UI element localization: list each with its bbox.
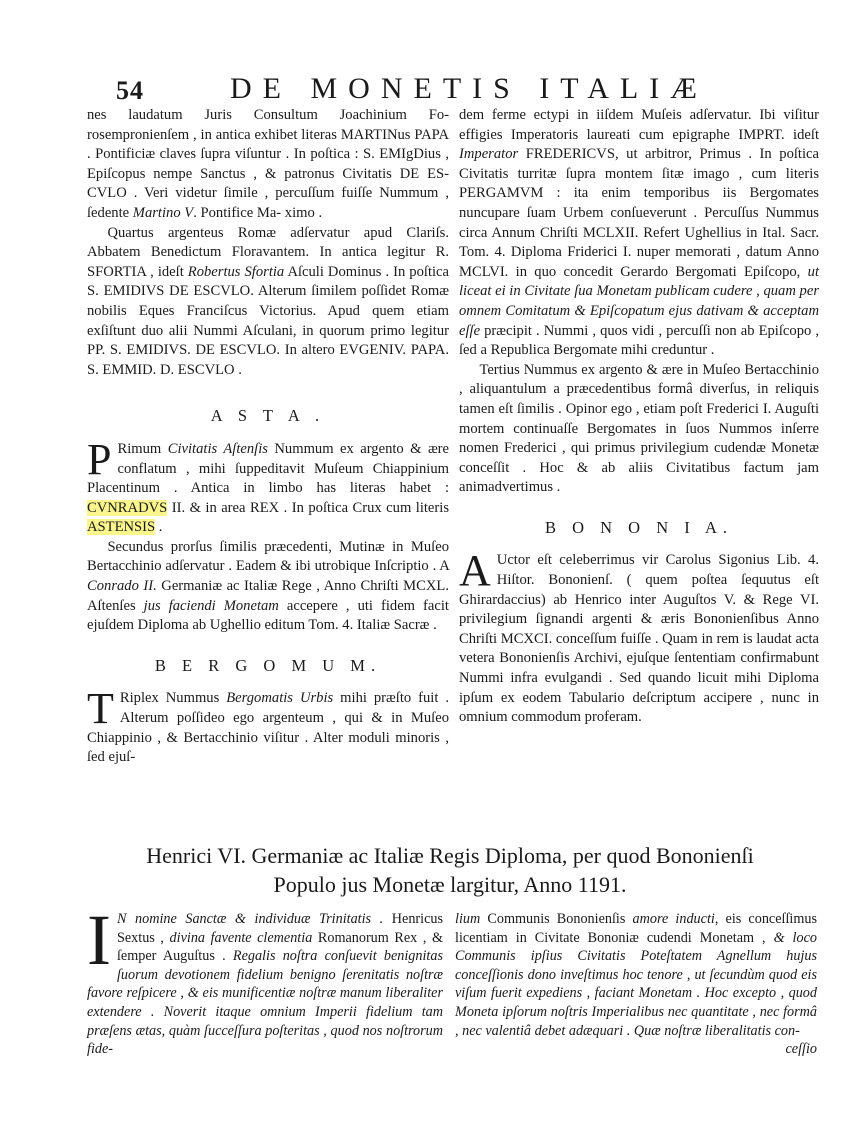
intro-paragraph <box>87 106 449 224</box>
asta-text <box>87 434 450 497</box>
left-column <box>87 106 449 768</box>
roman-run: accepere , uti fidem facit ejuſdem Diploma ab Ughellio editum Tom. 4. Italiæ Sacræ . <box>87 597 449 634</box>
drop-cap: A <box>459 546 491 596</box>
roman-run: Nummum ex argento & ære conflatum , mihi ſuppeditavit Muſeum Chiappinium Placentinum . Antica in limbo has literas habet : <box>87 440 450 497</box>
roman-run: Germaniæ ac Italiæ Rege , Anno Chriſti MCXL. Aſtenſes <box>87 578 449 614</box>
page-number: 54 <box>116 76 144 105</box>
italic-run: Bergomatis Urbis <box>226 690 334 707</box>
roman-run: ximo . <box>281 204 323 221</box>
roman-run: viſuntur . In poſtica : S. EMIgDius , Epiſcopus <box>87 146 449 182</box>
highlighted-word-cvnradvs: CVNRADVS <box>87 499 168 516</box>
roman-run: CVLO . Veri videtur ſimile , percuſſum fuiſſe <box>87 185 380 202</box>
diploma-left-text <box>87 900 443 1058</box>
roman-run: nempe Sanctus , & patronus Civitatis DE ES- <box>153 165 449 182</box>
running-title: DE MONETIS ITALIÆ <box>230 72 708 105</box>
tertius-paragraph <box>459 361 819 498</box>
bergomum-paragraph <box>87 684 449 767</box>
bononia-paragraph <box>459 546 819 727</box>
section-heading-bergomum: B E R G O M U M. <box>154 655 382 675</box>
roman-run: . Pontifice Ma- <box>193 204 282 221</box>
roman-run: Nummum , ſedente <box>87 185 450 221</box>
asta-paragraph-2 <box>87 538 449 636</box>
drop-cap: P <box>87 434 112 484</box>
roman-run: mihi præſto fuit . Alterum poſſideo ego argenteum , qui & in Muſeo Chiappinio , & Bertacchinio viſitur . Alter moduli minoris , ſed ejuſ- <box>87 690 449 766</box>
quartus-paragraph <box>87 224 449 381</box>
italic-run: Imperator <box>459 146 519 163</box>
diploma-left-paragraph <box>87 900 443 1059</box>
bergomum-continuation <box>459 106 819 361</box>
catchword: ceſſio <box>785 1041 817 1058</box>
italic-run: N nomine Sanctæ & individuæ Trinitatis . <box>116 911 392 927</box>
roman-run: FREDERICVS, ut arbitror, Primus . In poſtica Civitatis turritæ ſupra montem ſitæ imago , cum literis PERGAMVM : ita enim temporibus iis Bergomates nuncupare ſuam Urbem conſueverunt . Percuſſus Nummus circa Annum Chriſti MCLXII. Refert Ughellius in Ital. Sacr. Tom. 4. Diploma Friderici I. nuper memorati , datum Anno MCLVI. in quo concedit Gerardo Bergomati Epiſcopo, <box>459 146 819 280</box>
diploma-right-paragraph <box>455 910 817 1040</box>
diploma-left-column <box>87 900 443 1059</box>
italic-run: amore inducti <box>632 911 715 927</box>
roman-run: Aſculi Dominus . In poſtica S. EMIDIVS DE ESCVLO. Alterum ſimilem poſſidet Romæ nobilis Eques Franciſcus Victorius. Apud quem etiam exſiſtunt duo alii Nummi Aſculani, in quorum primo legitur PP. S. EMIDIVS. DE ESCVLO. In altero EVGENIV. PAPA. S. EMMID. D. ESCVLO . <box>87 263 450 378</box>
roman-run: , eis conceſſimus licentiam in Civitate Bononiæ cudendi Monetam , <box>455 911 817 946</box>
roman-run: Communis Bononienſis <box>480 911 633 927</box>
roman-run: Henricus Sextus , <box>116 911 443 946</box>
roman-run: MARTINus PAPA . Pontificiæ claves ſupra <box>87 126 449 163</box>
roman-run: Tertius Nummus ex argento & ære in Muſeo Bertacchinio , aliquantulum a præcedentibus formâ diverſus, in reliquis tamen eſt ſimilis . Opinor ego , etiam poſt Frederici I. Auguſti mortem continuaſſe Bergomates in ſuos Nummos inſerre nomen Frederici , qui primus privilegium cudendæ Monetæ conceſſit . Hoc & ab aliis Civitatibus factum jam animadvertimus . <box>459 361 819 496</box>
roman-run: dem ferme ectypi in iiſdem Muſeis adſervatur. Ibi viſitur effigies Imperatoris laureati cum epigraphe IMPRT. ideſt <box>459 107 819 143</box>
italic-run: Civitatis Aſtenſis <box>167 440 268 457</box>
section-heading-asta: A S T A . <box>210 406 326 426</box>
drop-cap: T <box>87 684 114 734</box>
roman-run: Riplex Nummus <box>119 690 227 707</box>
diploma-title <box>86 841 814 899</box>
diploma-right-column <box>455 910 817 1059</box>
roman-run: Uctor eſt celeberrimus vir Carolus Sigonius Lib. 4. Hiſtor. Bononienſ. ( quem poſtea ſequutus eſt Ghirardaccius) ab Henrico inter Auguſtos V. & Rege VI. privilegium ſignandi argenti & æris Bononienſibus Anno Chriſti MCXCI. conceſſum fuiſſe . Quam in rem is laudat acta vetera Bononienſis Archivi, ejuſque ſententiam confirmabunt Nummi infra evulgandi . Sed quando licuit mihi Diploma ipſum ex eodem Tabulario deſcriptum accipere , nunc in omnium commodum proferam. <box>459 552 819 726</box>
italic-run: divina favente clementia <box>169 929 313 946</box>
italic-run: & loco Communis ipſius Civitatis Poteſtatem Agnellum hujus conceſſionis dono inveſtimus hoc tenore , ut ſecundùm quod eis viſum fuerit expediens , faciant Monetam . Hoc excepto , quod Moneta ipſorum noſtris Imperialibus nec quantitate , nec formâ , nec valentiâ debet adæquari . Quæ noſtræ liberalitatis con- <box>455 929 817 1039</box>
roman-run: nes laudatum Juris Consultum Joachinium Fo- <box>87 107 449 123</box>
italic-run: Regalis noſtra conſuevit benignitas ſuorum devotionem fidelium benigno ſerenitatis noſtræ favore reſpicere , & eis munificentiæ noſtræ manum liberaliter extendere . Noverit itaque omnium Imperii fidelium tam præſens ætas, quàm ſucceſſura poſteritas , quod nos noſtrorum fide- <box>87 948 443 1058</box>
asta-text-b: II. & in area REX . In poſtica Crux cum literis <box>167 499 449 516</box>
roman-run: Romanorum Rex , & ſemper Auguſtus . <box>116 929 443 965</box>
drop-cap: I <box>87 900 111 980</box>
asta-paragraph-1 <box>87 434 450 538</box>
roman-run: Secundus prorſus ſimilis præcedenti, Mutinæ in Muſeo Bertacchinio adſervatur . Eadem & ibi utrobique Inſcriptio . A <box>87 538 449 575</box>
bergomum-text <box>87 684 449 766</box>
diploma-title-line-1: Henrici VI. Germaniæ ac Italiæ Regis Diploma, per quod Bononienſi <box>146 843 754 868</box>
roman-run: præcipit . Nummi , quos vidi , percuſſi non ab Epiſcopo , ſed a Republica Bergomate mihi creduntur . <box>459 322 819 359</box>
section-heading-bononia: B O N O N I A. <box>544 517 734 537</box>
roman-run: rosempronienſem , in antica exhibet literas <box>87 126 341 143</box>
italic-run: Martino V <box>132 204 194 221</box>
italic-run: Conrado II. <box>87 578 157 595</box>
highlighted-word-astensis: ASTENSIS <box>87 519 156 536</box>
roman-run: Rimum <box>117 440 168 457</box>
italic-run: Robertus Sfortia <box>187 263 285 280</box>
italic-run: jus faciendi Monetam <box>143 597 279 614</box>
italic-run: lium <box>455 911 481 927</box>
right-column <box>459 106 819 728</box>
diploma-title-line-2: Populo jus Monetæ largitur, Anno 1191. <box>273 872 627 897</box>
bononia-text <box>459 546 819 726</box>
asta-text-c: . <box>155 519 163 536</box>
italic-run: ut liceat ei in Civitate ſua Monetam publicam cudere , quam per omnem Comitatum & Epiſcopatum ejus dativam & acceptam eſſe <box>459 263 819 339</box>
roman-run: Quartus argenteus Romæ adſervatur apud Clariſs. Abbatem Benedictum Floravantem. In antica legitur R. SFORTIA , ideſt <box>87 224 449 280</box>
